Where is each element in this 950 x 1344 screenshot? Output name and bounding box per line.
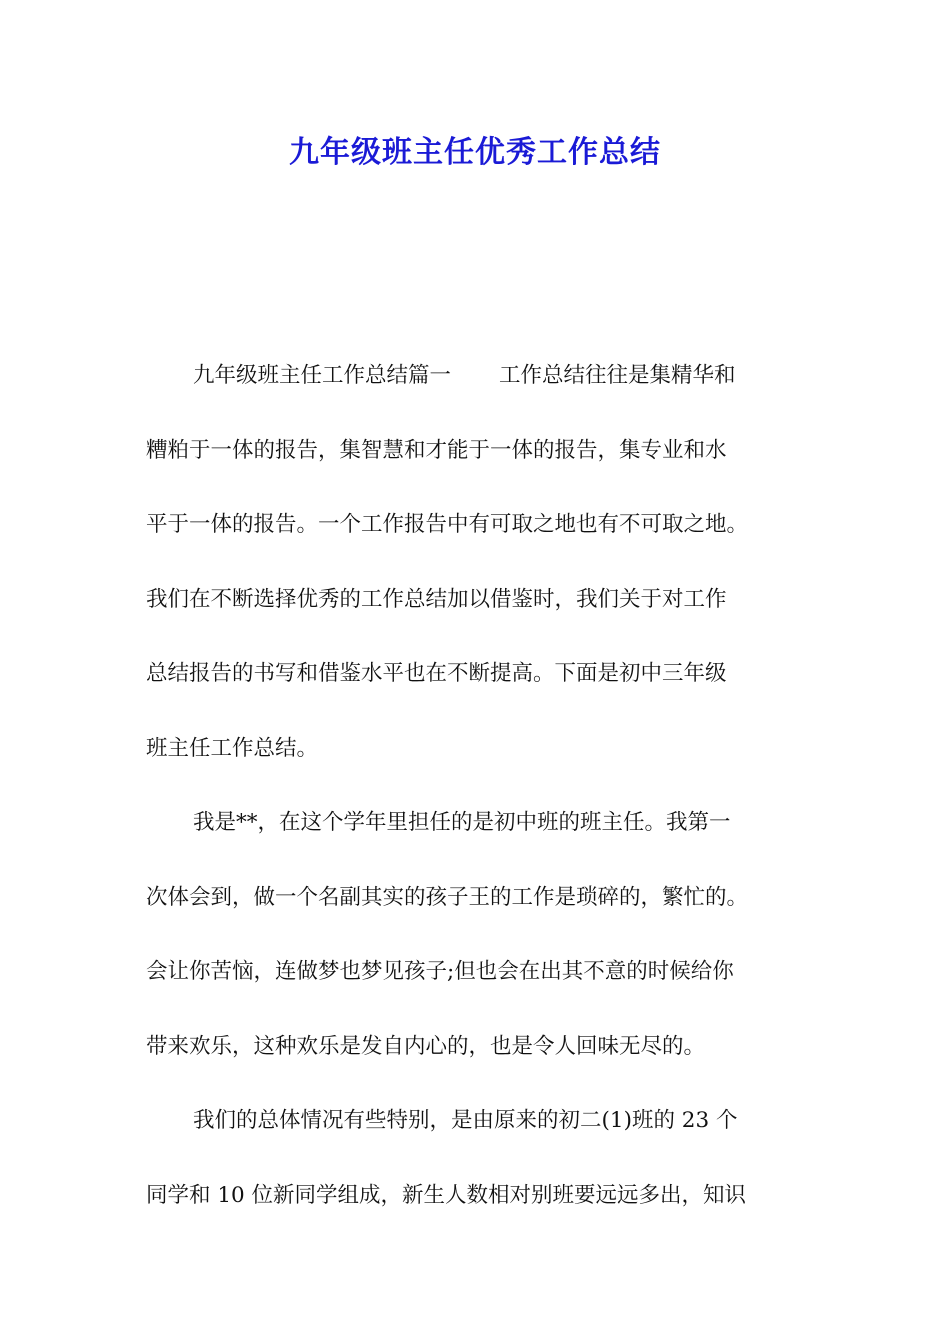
document-body [146, 339, 816, 1233]
paragraph-line: 总结报告的书写和借鉴水平也在不断提高。下面是初中三年级 [146, 661, 727, 686]
paragraph-text: 工作总结往往是集精华和 [499, 363, 736, 388]
paragraph-line: 我们在不断选择优秀的工作总结加以借鉴时，我们关于对工作 [146, 586, 727, 612]
paragraph-line: 次体会到，做一个名副其实的孩子王的工作是琐碎的，繁忙的。 [146, 884, 749, 910]
paragraph-line: 糟粕于一体的报告，集智慧和才能于一体的报告，集专业和水 [146, 437, 727, 463]
document-title: 九年级班主任优秀工作总结 [289, 135, 661, 170]
paragraph-line: 同学和 10 位新同学组成，新生人数相对别班要远远多出，知识 [146, 1182, 747, 1208]
paragraph-line: 班主任工作总结。 [146, 735, 319, 761]
paragraph-line: 平于一体的报告。一个工作报告中有可取之地也有不可取之地。 [146, 512, 749, 537]
paragraph-line: 带来欢乐，这种欢乐是发自内心的，也是令人回味无尽的。 [146, 1033, 706, 1059]
paragraph-line: 我是**，在这个学年里担任的是初中班的班主任。我第一 [193, 810, 731, 835]
section-heading-inline: 九年级班主任工作总结篇一 [193, 363, 452, 388]
paragraph-line: 我们的总体情况有些特别，是由原来的初二(1)班的 23 个 [193, 1108, 738, 1133]
paragraph-line [146, 339, 816, 414]
paragraph-line: 会让你苦恼，连做梦也梦见孩子;但也会在出其不意的时候给你 [146, 959, 734, 984]
